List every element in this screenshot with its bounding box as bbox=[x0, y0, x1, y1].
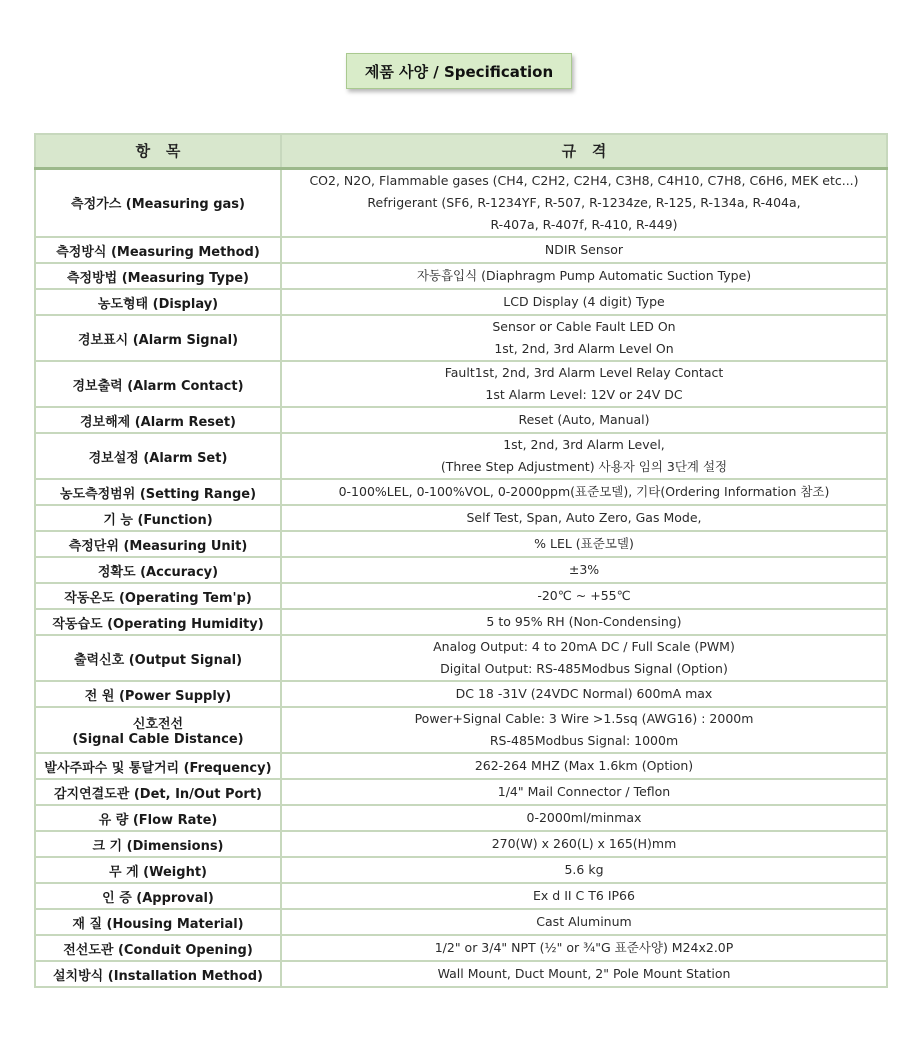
spec-item-label-line: 출력신호 (Output Signal) bbox=[73, 652, 243, 668]
spec-value-line: Cast Aluminum bbox=[536, 914, 632, 929]
spec-item-label bbox=[35, 831, 281, 857]
spec-item-label-line: 측정방법 (Measuring Type) bbox=[66, 270, 250, 286]
spec-value bbox=[281, 479, 887, 505]
table-row bbox=[35, 557, 887, 583]
spec-value-line: Sensor or Cable Fault LED On bbox=[492, 319, 676, 334]
table-row bbox=[35, 805, 887, 831]
spec-value-line: 270(W) x 260(L) x 165(H)mm bbox=[491, 836, 677, 851]
spec-value bbox=[281, 263, 887, 289]
table-row bbox=[35, 635, 887, 681]
table-row bbox=[35, 315, 887, 361]
spec-item-label bbox=[35, 531, 281, 557]
spec-value-line: Self Test, Span, Auto Zero, Gas Mode, bbox=[466, 510, 702, 525]
spec-item-label-line: 기 능 (Function) bbox=[103, 512, 213, 528]
spec-value bbox=[281, 857, 887, 883]
table-row bbox=[35, 168, 887, 237]
spec-item-label bbox=[35, 361, 281, 407]
spec-item-label bbox=[35, 315, 281, 361]
spec-value-line: 262-264 MHZ (Max 1.6km (Option) bbox=[474, 758, 694, 773]
spec-value-line: 자동흡입식 (Diaphragm Pump Automatic Suction Type) bbox=[416, 268, 752, 283]
spec-value-line: % LEL (표준모델) bbox=[534, 536, 634, 551]
spec-item-label bbox=[35, 935, 281, 961]
spec-value-line: DC 18 -31V (24VDC Normal) 600mA max bbox=[455, 686, 713, 701]
spec-item-label bbox=[35, 433, 281, 479]
spec-item-label-line: 재 질 (Housing Material) bbox=[72, 916, 244, 932]
spec-value bbox=[281, 805, 887, 831]
spec-item-label-line: 작동습도 (Operating Humidity) bbox=[52, 616, 264, 632]
header-spec: 규 격 bbox=[281, 134, 887, 168]
table-row bbox=[35, 505, 887, 531]
spec-item-label-line: 감지연결도관 (Det, In/Out Port) bbox=[53, 786, 262, 802]
spec-item-label-line: 크 기 (Dimensions) bbox=[92, 838, 224, 854]
table-row bbox=[35, 935, 887, 961]
spec-item-label bbox=[35, 883, 281, 909]
spec-item-label-line: 전선도관 (Conduit Opening) bbox=[63, 942, 253, 958]
spec-item-label bbox=[35, 505, 281, 531]
spec-value bbox=[281, 635, 887, 681]
spec-value bbox=[281, 753, 887, 779]
spec-item-label-line: 측정방식 (Measuring Method) bbox=[56, 244, 260, 260]
table-row bbox=[35, 531, 887, 557]
spec-item-label-line: 인 증 (Approval) bbox=[102, 890, 214, 906]
table-row bbox=[35, 609, 887, 635]
spec-item-label-line: 경보설정 (Alarm Set) bbox=[88, 450, 228, 466]
spec-value-line: ±3% bbox=[568, 562, 600, 577]
spec-item-label-line: 측정가스 (Measuring gas) bbox=[71, 197, 245, 213]
header-item: 항 목 bbox=[35, 134, 281, 168]
table-row bbox=[35, 857, 887, 883]
spec-item-label bbox=[35, 961, 281, 987]
spec-value-line: 1/4" Mail Connector / Teflon bbox=[497, 784, 671, 799]
spec-value-line: Power+Signal Cable: 3 Wire >1.5sq (AWG16) : 2000m bbox=[414, 711, 754, 726]
table-row bbox=[35, 263, 887, 289]
table-row bbox=[35, 961, 887, 987]
table-row bbox=[35, 883, 887, 909]
spec-item-label bbox=[35, 805, 281, 831]
spec-value bbox=[281, 505, 887, 531]
spec-item-label bbox=[35, 681, 281, 707]
spec-value-line: CO2, N2O, Flammable gases (CH4, C2H2, C2H4, C3H8, C4H10, C7H8, C6H6, MEK etc...) bbox=[309, 172, 859, 188]
table-row bbox=[35, 289, 887, 315]
spec-item-label bbox=[35, 237, 281, 263]
spec-value bbox=[281, 681, 887, 707]
spec-item-label bbox=[35, 707, 281, 753]
spec-item-label bbox=[35, 583, 281, 609]
table-body bbox=[35, 168, 887, 987]
spec-value bbox=[281, 361, 887, 407]
spec-value-line: 5 to 95% RH (Non-Condensing) bbox=[486, 614, 682, 629]
spec-value-line: Wall Mount, Duct Mount, 2" Pole Mount Station bbox=[437, 966, 731, 981]
spec-item-label bbox=[35, 635, 281, 681]
spec-value bbox=[281, 935, 887, 961]
spec-value-line: 1st, 2nd, 3rd Alarm Level, bbox=[503, 437, 665, 452]
spec-value-line: (Three Step Adjustment) 사용자 임의 3단계 설정 bbox=[440, 459, 728, 474]
spec-item-label bbox=[35, 479, 281, 505]
spec-value-line: Digital Output: RS-485Modbus Signal (Option) bbox=[440, 661, 728, 676]
table-header-row bbox=[35, 134, 887, 168]
spec-item-label-line: 농도측정범위 (Setting Range) bbox=[59, 486, 257, 502]
spec-value-line: 0-100%LEL, 0-100%VOL, 0-2000ppm(표준모델), 기타(Ordering Information 참조) bbox=[338, 484, 830, 499]
spec-item-label-line: 정확도 (Accuracy) bbox=[97, 564, 219, 580]
spec-item-label bbox=[35, 557, 281, 583]
spec-value bbox=[281, 779, 887, 805]
spec-item-label-line: 신호전선 bbox=[132, 717, 184, 732]
spec-value-line: 1st, 2nd, 3rd Alarm Level On bbox=[494, 341, 674, 356]
table-row bbox=[35, 831, 887, 857]
spec-value-line: R-407a, R-407f, R-410, R-449) bbox=[490, 216, 678, 232]
spec-value-line: Fault1st, 2nd, 3rd Alarm Level Relay Contact bbox=[444, 365, 724, 380]
table-row bbox=[35, 479, 887, 505]
table-row bbox=[35, 909, 887, 935]
spec-item-label-line: 농도형태 (Display) bbox=[97, 296, 219, 312]
spec-item-label-line: 경보출력 (Alarm Contact) bbox=[72, 378, 244, 394]
table-row bbox=[35, 681, 887, 707]
table-row bbox=[35, 433, 887, 479]
spec-item-label-line: 유 량 (Flow Rate) bbox=[98, 812, 218, 828]
spec-item-label bbox=[35, 857, 281, 883]
spec-value-line: 1/2" or 3/4" NPT (½" or ¾"G 표준사양) M24x2.0P bbox=[434, 940, 734, 955]
table-row bbox=[35, 237, 887, 263]
spec-item-label-line: (Signal Cable Distance) bbox=[72, 732, 244, 747]
spec-item-label-line: 경보표시 (Alarm Signal) bbox=[77, 332, 239, 348]
spec-value bbox=[281, 407, 887, 433]
table-row bbox=[35, 707, 887, 753]
spec-item-label bbox=[35, 779, 281, 805]
spec-item-label bbox=[35, 407, 281, 433]
spec-value bbox=[281, 557, 887, 583]
spec-value-line: NDIR Sensor bbox=[544, 242, 624, 257]
spec-item-label bbox=[35, 263, 281, 289]
spec-value-line: Refrigerant (SF6, R-1234YF, R-507, R-1234ze, R-125, R-134a, R-404a, bbox=[367, 194, 801, 210]
spec-value bbox=[281, 961, 887, 987]
spec-item-label-line: 전 원 (Power Supply) bbox=[84, 688, 232, 704]
spec-value bbox=[281, 168, 887, 237]
table-row bbox=[35, 779, 887, 805]
spec-value bbox=[281, 531, 887, 557]
spec-value-line: Analog Output: 4 to 20mA DC / Full Scale (PWM) bbox=[433, 639, 735, 654]
spec-value bbox=[281, 609, 887, 635]
table-row bbox=[35, 361, 887, 407]
spec-value bbox=[281, 831, 887, 857]
spec-value-line: RS-485Modbus Signal: 1000m bbox=[489, 733, 679, 748]
spec-value bbox=[281, 883, 887, 909]
spec-value-line: 0-2000ml/minmax bbox=[526, 810, 642, 825]
spec-value bbox=[281, 315, 887, 361]
spec-item-label bbox=[35, 753, 281, 779]
spec-item-label-line: 설치방식 (Installation Method) bbox=[53, 968, 263, 984]
spec-item-label bbox=[35, 609, 281, 635]
spec-value bbox=[281, 909, 887, 935]
spec-value bbox=[281, 237, 887, 263]
spec-value bbox=[281, 707, 887, 753]
table-row bbox=[35, 753, 887, 779]
spec-value bbox=[281, 289, 887, 315]
spec-value bbox=[281, 583, 887, 609]
page-title: 제품 사양 / Specification bbox=[346, 53, 572, 89]
spec-item-label bbox=[35, 168, 281, 237]
spec-item-label-line: 무 게 (Weight) bbox=[109, 864, 207, 880]
table-row bbox=[35, 407, 887, 433]
specification-table bbox=[34, 133, 888, 988]
spec-value-line: Reset (Auto, Manual) bbox=[518, 412, 650, 427]
spec-item-label bbox=[35, 289, 281, 315]
spec-item-label-line: 작동온도 (Operating Tem'p) bbox=[64, 590, 252, 606]
spec-value-line: Ex d II C T6 IP66 bbox=[533, 888, 635, 903]
spec-value-line: 1st Alarm Level: 12V or 24V DC bbox=[485, 387, 683, 402]
spec-item-label-line: 발사주파수 및 통달거리 (Frequency) bbox=[44, 760, 272, 776]
spec-value-line: LCD Display (4 digit) Type bbox=[503, 294, 665, 309]
spec-value-line: -20℃ ~ +55℃ bbox=[537, 588, 631, 603]
spec-item-label bbox=[35, 909, 281, 935]
table-row bbox=[35, 583, 887, 609]
spec-item-label-line: 경보해제 (Alarm Reset) bbox=[79, 414, 236, 430]
spec-value-line: 5.6 kg bbox=[564, 862, 604, 877]
spec-value bbox=[281, 433, 887, 479]
spec-item-label-line: 측정단위 (Measuring Unit) bbox=[68, 538, 248, 554]
